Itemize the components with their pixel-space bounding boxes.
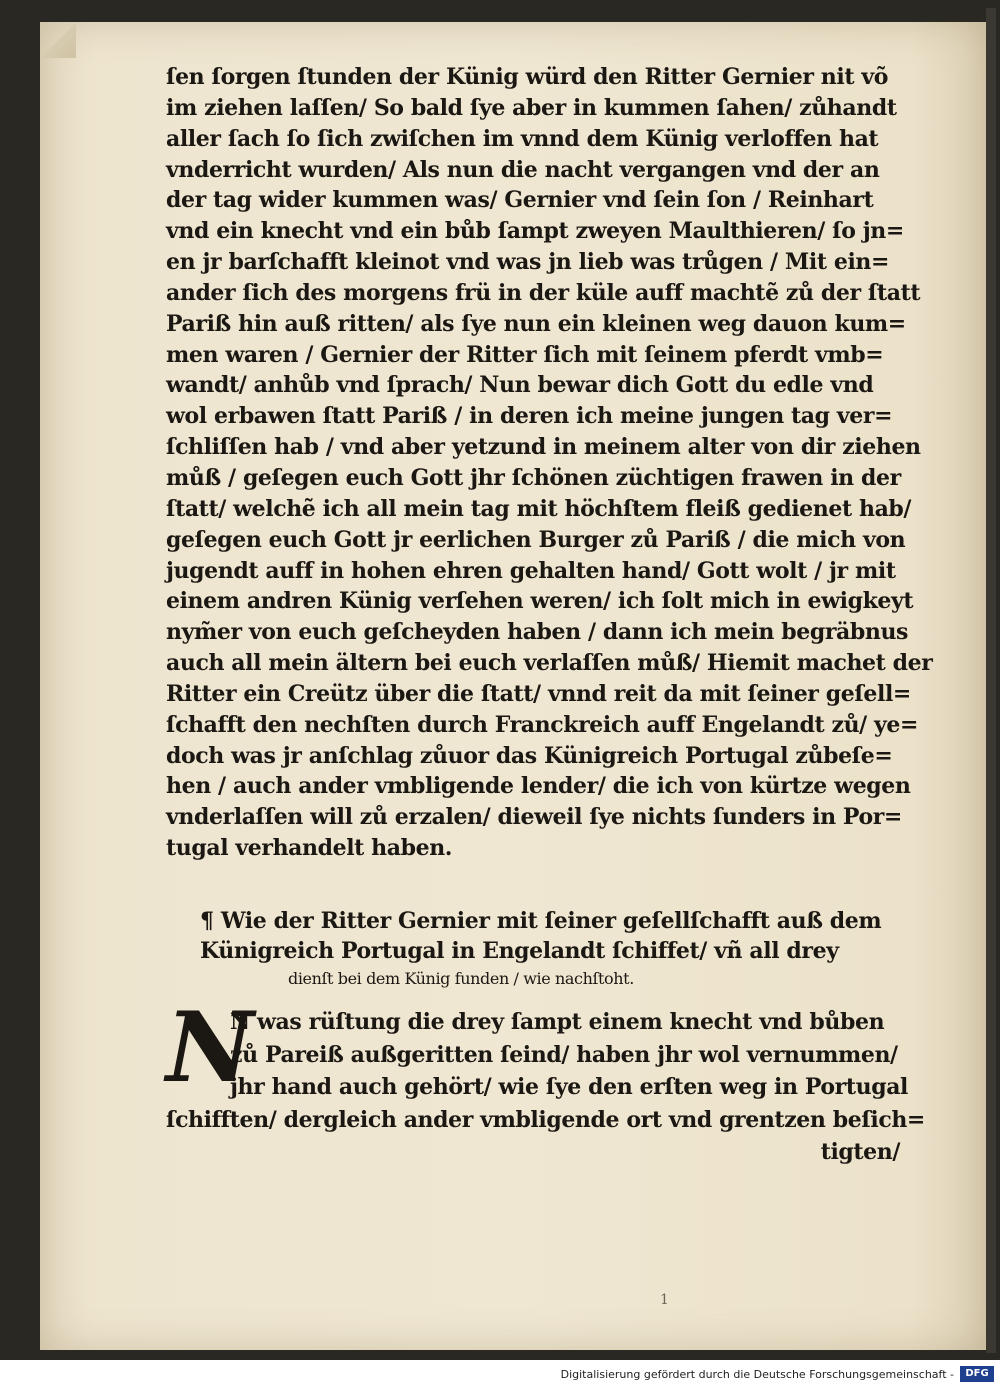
text-line: im ziehen laſſen/ So bald ſye aber in kummen ſahen/ zůhandt xyxy=(166,94,897,121)
page-corner-fold xyxy=(40,22,76,58)
text-line: aller ſach ſo ſich zwiſchen im vnnd dem Künig verloffen hat xyxy=(166,125,879,152)
text-line: doch was jr anſchlag zůuor das Künigreich Portugal zůbeſe= xyxy=(166,742,893,769)
text-line: ander ſich des morgens frü in der küle auff machtẽ zů der ſtatt xyxy=(166,279,921,306)
text-line: vnderricht wurden/ Als nun die nacht vergangen vnd der an xyxy=(166,156,880,183)
main-paragraph xyxy=(166,62,933,864)
dfg-logo: DFG xyxy=(960,1366,994,1382)
heading-line: Künigreich Portugal in Engelandt ſchiffet/ vñ all drey xyxy=(200,938,839,964)
decorated-initial: N xyxy=(166,991,254,1104)
text-line: N was rüſtung die drey ſampt einem knecht vnd bůben xyxy=(230,1009,885,1035)
book-edge xyxy=(986,8,996,1353)
heading-line: ¶ Wie der Ritter Gernier mit ſeiner geſellſchafft auß dem xyxy=(200,908,882,934)
signature-mark: 1 xyxy=(660,1292,669,1308)
text-line: hen / auch ander vmbligende lender/ die ich von kürtze wegen xyxy=(166,773,911,800)
text-line: jhr hand auch gehört/ wie ſye den erſten weg in Portugal xyxy=(230,1074,909,1100)
text-line: auch all mein ältern bei euch verlaſſen můß/ Hiemit machet der xyxy=(166,650,933,677)
text-line: men waren / Gernier der Ritter ſich mit ſeinem pferdt vmb= xyxy=(166,341,884,368)
text-line: ſchafft den nechſten durch Franckreich auff Engelandt zů/ ye= xyxy=(166,711,919,738)
text-line: geſegen euch Gott jr eerlichen Burger zů Pariß / die mich von xyxy=(166,526,906,553)
text-line: zů Pareiß außgeritten ſeind/ haben jhr wol vernummen/ xyxy=(230,1041,898,1068)
text-line: ſchifften/ dergleich ander vmbligende ort vnd grentzen beſich= xyxy=(166,1106,925,1133)
text-line: en jr barſchafft kleinot vnd was jn lieb was trůgen / Mit ein= xyxy=(166,249,890,276)
text-line: ſtatt/ welchẽ ich all mein tag mit höchſtem fleiß gedienet hab/ xyxy=(166,495,912,522)
text-line: jugendt auff in hohen ehren gehalten hand/ Gott wolt / jr mit xyxy=(166,557,896,584)
text-line: Pariß hin auß ritten/ als ſye nun ein kleinen weg dauon kum= xyxy=(166,310,906,337)
text-line: ſen ſorgen ſtunden der Künig würd den Ritter Gernier nit võ xyxy=(166,64,889,90)
text-line: der tag wider kummen was/ Gernier vnd ſein ſon / Reinhart xyxy=(166,187,874,214)
text-line: ſchliſſen hab / vnd aber yetzund in meinem alter von dir ziehen xyxy=(166,434,921,461)
heading-line: dienſt bei dem Künig funden / wie nachſtoht. xyxy=(288,969,634,988)
text-line: wandt/ anhůb vnd ſprach/ Nun bewar dich Gott du edle vnd xyxy=(166,372,874,399)
chapter-heading xyxy=(200,906,910,992)
footer-credit: Digitalisierung gefördert durch die Deutsche Forschungsgemeinschaft - xyxy=(560,1368,954,1381)
text-line: vnd ein knecht vnd ein bůb ſampt zweyen Maulthieren/ ſo jn= xyxy=(166,218,904,245)
second-paragraph xyxy=(166,1006,925,1169)
text-line: tigten/ xyxy=(820,1139,900,1165)
text-line: vnderlaſſen will zů erzalen/ dieweil ſye nichts ſunders in Por= xyxy=(166,804,902,831)
text-line: nym̃er von euch geſcheyden haben / dann ich mein begräbnus xyxy=(166,619,909,646)
text-line: tugal verhandelt haben. xyxy=(166,835,453,862)
text-line: Ritter ein Creütz über die ſtatt/ vnnd reit da mit ſeiner geſell= xyxy=(166,680,911,707)
text-line: einem andren Künig verſehen weren/ ich ſolt mich in ewigkeyt xyxy=(166,588,914,615)
text-line: můß / geſegen euch Gott jhr ſchönen züchtigen frawen in der xyxy=(166,464,901,491)
text-line: wol erbawen ſtatt Pariß / in deren ich meine jungen tag ver= xyxy=(166,403,893,430)
